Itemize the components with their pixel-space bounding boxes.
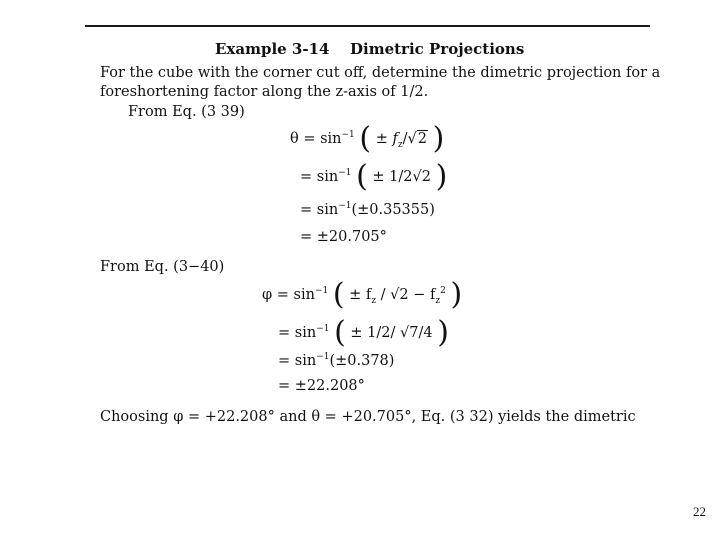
theta-eq3: = sin — [300, 201, 339, 218]
theta-line-4: = ±20.705° — [300, 229, 387, 245]
theta-lhs: θ = sin — [290, 131, 342, 147]
theta-line-1: $\theta = \sin^{-1}$ ( ± $f_z/√2$ ) — [290, 121, 445, 156]
page-number: 22 — [693, 504, 706, 519]
phi-line-3 — [278, 352, 394, 369]
intro-line-1: For the cube with the corner cut off, determine the dimetric projection for a — [100, 65, 661, 81]
theta-line-2: = $\sin^{-1}$ ( ± 1/2√2 ) — [300, 159, 448, 194]
theta-eq2: = sin — [300, 169, 339, 185]
phi-eq2: = sin — [278, 325, 317, 341]
example-title: Dimetric Projections — [350, 40, 525, 58]
phi-line-4: = ±22.208° — [278, 378, 365, 394]
phi-line-2: = $\sin^{-1}$ ( ± 1/2/ √7/4 ) — [278, 315, 449, 350]
inv-sup: −1 — [314, 286, 329, 297]
pm-sign: ± — [375, 131, 388, 147]
from-eq-40: From Eq. (3−40) — [100, 259, 225, 275]
inv-sup: −1 — [341, 130, 355, 141]
phi-mid: / √2 − f — [380, 287, 436, 303]
phi-lhs: φ = sin — [262, 287, 315, 303]
phi-f: ± f — [349, 287, 372, 303]
theta-val2: ± 1/2√2 — [372, 169, 431, 185]
z-sub: z — [371, 295, 377, 306]
phi-val2: ± 1/2/ √7/4 — [350, 325, 433, 341]
phi-line-1: $\varphi = \sin^{-1}$ ( ± $f_z / √2 - f_z^2$ ) — [262, 277, 463, 312]
example-label: Example 3-14 — [215, 40, 330, 58]
f-symbol: f — [392, 131, 398, 147]
top-rule — [85, 25, 650, 27]
z-sub: z — [435, 295, 441, 306]
from-eq-39: From Eq. (3 39) — [128, 104, 245, 120]
inv-sup: −1 — [316, 324, 330, 335]
inv-sup: −1 — [316, 352, 330, 362]
inv-sup: −1 — [338, 201, 352, 211]
z-sub: z — [397, 139, 403, 150]
phi-val3: (±0.378) — [329, 352, 395, 369]
intro-line-2: foreshortening factor along the z-axis of 1/2. — [100, 84, 429, 100]
theta-val3: (±0.35355) — [351, 201, 435, 218]
inv-sup: −1 — [338, 168, 352, 179]
sq-sup: 2 — [440, 286, 446, 297]
phi-eq3: = sin — [278, 352, 317, 369]
closing-line: Choosing φ = +22.208° and θ = +20.705°, Eq. (3 32) yields the dimetric — [100, 409, 636, 425]
theta-line-3 — [300, 201, 435, 218]
